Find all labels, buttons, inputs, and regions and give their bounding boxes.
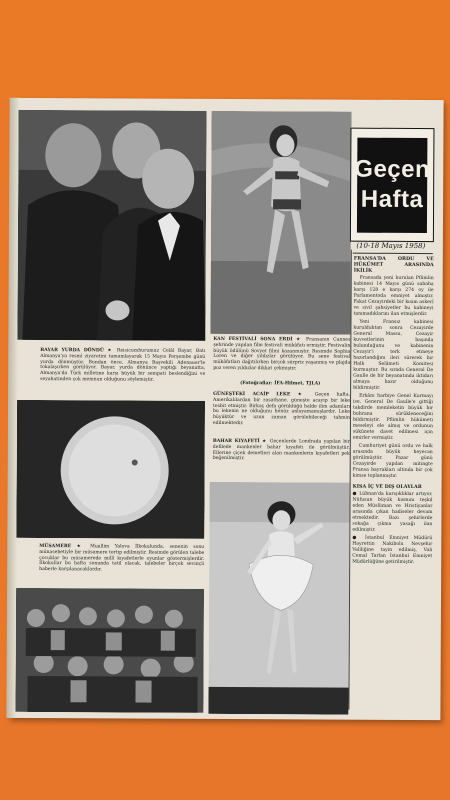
- sidebar-column: [352, 256, 434, 566]
- caption-bahar-body: Geçenlerde Londrada yapılan bir defilede mankenler bahar kıyafeti ile görülmüştür. Ellerine çiçek demetleri alan mankenlerin kıyafetleri pek beğenilmiştir.: [212, 439, 350, 462]
- caption-musamere: MÜSAMERE ★ Muallim Yalova İlkokulunda, senenin sonu münasebetiyle bir müsamere tertip edilmiştir. Resimde görülen talebe çocuklar bu müsamerede millî kıyafetlerle oyunlar göstermişlerdir. İlkokullar bu hafta sonunda tatil olacak, talebeler birçok sevinçli haberle karşılanacaklardır.: [39, 544, 205, 573]
- masthead-line2: Hafta: [360, 185, 424, 214]
- masthead-box: [350, 128, 435, 242]
- photo-bayar-adenauer: [17, 110, 206, 341]
- caption-bahar: BAHAR KIYAFETİ ★ Geçenlerde Londrada yapılan bir defilede mankenler bahar kıyafeti ile görülmüştür. Ellerine çiçek demetleri alan mankenlerin kıyafetleri pek beğenilmiştir.: [212, 438, 350, 462]
- photo-swimsuit: [210, 111, 351, 335]
- sidebar-paragraph-5-text: Lübnan'da karışıklıklar artıyor. Nüfusun büyük kısmını teşkil eden Müslüman ve Hristiyanlar arasında çıkan hadiseler devam etmektedir. Bazı şehirlerde sokağa çıkma yasağı ilan edilmiştir.: [352, 491, 433, 533]
- caption-bayar-body: Reisicumhurumuz Celâl Bayar, Batı Almanya'ya resmî ziyaretini tamamlayarak 15 Mayıs Perşembe günü yurda dönmüştür. Bundan önce, Almanya Başvekili Adenauer'le tokalaşırken görülüyor. Bayar, yurda dönünce yaptığı beyanatta, Almanya'da Türk milletine karşı büyük bir sempati beslendiğini ve seyahatinden çok memnun olduğunu söylemiştir.: [40, 348, 206, 383]
- background-bottom: [0, 718, 450, 800]
- caption-bayar-title: BAYAR YURDA DÖNDÜ: [40, 348, 104, 354]
- masthead-dates: (10-18 Mayıs 1958): [356, 241, 426, 251]
- caption-kan-body: Fransanın Cannes şehrinde yapılan film festivali mükâfatı ermiştir. Festivalin büyük ödülünü Sovyet filmi kazanmıştır. Resimde Sophia Loren ve diğer yıldızlar görülüyor. Bu sene festival mükâfatları dağıtılırken birçok sürpriz yaşanmış ve plajda poz veren yıldızlar dikkat çekmiştir.: [213, 337, 351, 372]
- masthead-title: [354, 137, 431, 232]
- caption-kan: KAN FESTİVALİ SONA ERDİ ★ Fransanın Cannes şehrinde yapılan film festivali mükâfatı ermiştir. Festivalin büyük ödülünü Sovyet filmi kazanmıştır. Resimde Sophia Loren ve diğer yıldızlar görülüyor. Bu sene festival mükâfatları dağıtılırken birçok sürpriz yaşanmış ve plajda poz veren yıldızlar dikkat çekmiştir.: [213, 336, 351, 372]
- sidebar-rule-top: [353, 253, 433, 254]
- sidebar-paragraph-6: ● İstanbul Emniyet Müdürü Hayrettin Nakibolu Nevşehir Valiliğine tayin edilmiş, Vali Cemal Tarlan İstanbul Emniyet Müdürlüğüne getirilmiştir.: [352, 535, 433, 565]
- caption-bahar-title: BAHAR KIYAFETİ: [212, 438, 260, 445]
- sidebar-paragraph-1: Fransada yeni kurulan Pflimlin kabinesi 14 Mayıs günü sabaha karşı 128 e karşı 274 oy ile Parlamentoda emniyet almıştır. Fakat Cezayirdeki bir kısım askerî ve sivil şahsiyetler bu kabineyi tanımadıklarını ilan etmişlerdir.: [353, 275, 434, 318]
- caption-gunes: GÜNEŞTEKİ ACAİP LEKE ★ Geçen hafta, Amerikalılardan bir rasathane, güneşte acayip bir leke tesbit etmiştir. Birkaç defa görüldüğü halde ilim adamları bu lekenin ne olduğunu henüz anlayamamışlardır. Leke büyüktür ve uzun zaman görülebileceği tahmin edilmektedir.: [212, 391, 351, 427]
- caption-kan-title: KAN FESTİVALİ SONA ERDİ: [213, 336, 293, 343]
- photo-dancer: [208, 482, 349, 715]
- sidebar-paragraph-6-text: İstanbul Emniyet Müdürü Hayrettin Nakibolu Nevşehir Valiliğine tayin edilmiş, Vali Cemal Tarlan İstanbul Emniyet Müdürlüğüne getirilmiştir.: [352, 535, 433, 565]
- photo-sun: [16, 400, 205, 539]
- caption-musamere-title: MÜSAMERE: [39, 544, 72, 550]
- photo-credit: (Fotoğraflar: İFA-Hilmet, TJLA): [240, 381, 321, 387]
- sidebar-headline-2: KISA İÇ VE DIŞ OLAYLAR: [352, 483, 422, 491]
- background: [0, 0, 450, 100]
- caption-gunes-title: GÜNEŞTEKİ ACAİP LEKE: [213, 391, 291, 398]
- sidebar-paragraph-4: Cumhuriyet günü ordu ve halk arasında büyük heyecan görülmüştür. Pazar günü Cezayirde yapılan mitingte Fransa bayrakları altında bir çok kimse toplanmıştır.: [352, 443, 433, 479]
- caption-bayar: BAYAR YURDA DÖNDÜ ★ Reisicumhurumuz Celâl Bayar, Batı Almanya'ya resmî ziyaretini tamamlayarak 15 Mayıs Perşembe günü yurda dönmüştür. Bundan önce, Almanya Başvekili Adenauer'le tokalaşırken görülüyor. Bayar, yurda dönünce yaptığı beyanatta, Almanya'da Türk milletine karşı büyük bir sempati beslendiğini ve seyahatinden çok memnun olduğunu söylemiştir.: [40, 348, 206, 383]
- sidebar-paragraph-3: Erkânı harbiye Genel Kurmayı ise, General De Gaulle'e gittiği takdirde memleketin büyük bir buhrana sürükleneceğini bildirmiştir. Pflimlin hükümeti meseleyi ele almış ve ordunun sükûnete davet edilmesi için emirler vermiştir.: [352, 393, 434, 441]
- caption-musamere-body: Muallim Yalova İlkokulunda, senenin sonu münasebetiyle bir müsamere tertip edilmiştir. Resimde görülen talebe çocuklar bu müsamerede millî kıyafetlerle oyunlar göstermişlerdir. İlkokullar bu hafta sonunda tatil olacak, talebeler birçok sevinçli haberle karşılanacaklardır.: [39, 544, 205, 573]
- sidebar-headline-1: FRANSA'DA ORDU VE HÜKÜMET ARASINDA İKİLİK: [353, 255, 434, 274]
- photo-children: [15, 588, 204, 713]
- sidebar-paragraph-5: ● Lübnan'da karışıklıklar artıyor. Nüfusun büyük kısmını teşkil eden Müslüman ve Hristiyanlar arasında çıkan hadiseler devam etmektedir. Bazı şehirlerde sokağa çıkma yasağı ilan edilmiştir.: [352, 491, 433, 533]
- sidebar-paragraph-2: Yeni Fransız kabinesi kurulduktan sonra Cezayirde General Massu, Cezayir kuvvetlerinin başında bulunduğunu ve kabinenin Cezayir'i terk etmeye hazırlandığını ileri sürerek bir Halk Selâmeti Komitesi kurmuştur. Bu sırada General De Gaulle de bir beyanatında iktidarı almaya hazır olduğunu bildirmiştir.: [353, 319, 434, 391]
- caption-gunes-body: Geçen hafta, Amerikalılardan bir rasathane, güneşte acayip bir leke tesbit etmiştir. Birkaç defa görüldüğü halde ilim adamları bu lekenin ne olduğunu henüz anlayamamışlardır. Leke büyüktür ve uzun zaman görülebileceği tahmin edilmektedir.: [212, 392, 351, 427]
- magazine-page: [8, 98, 443, 720]
- masthead-line1: Geçen: [354, 155, 431, 184]
